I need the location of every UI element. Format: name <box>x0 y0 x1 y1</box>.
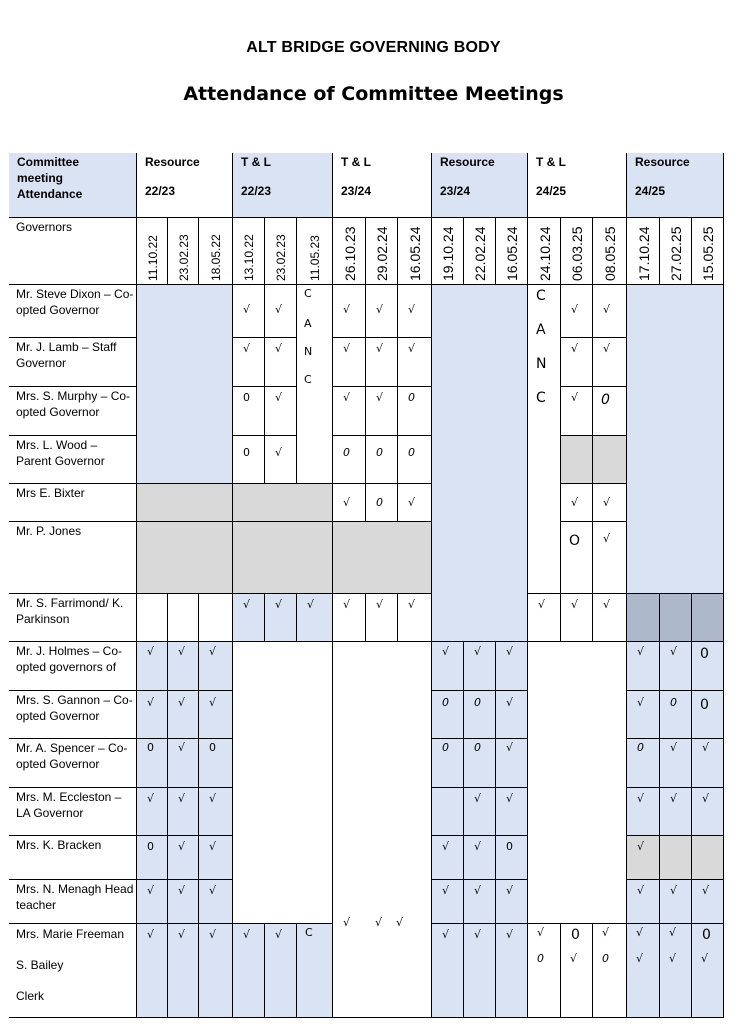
governor-name: Mrs. L. Wood – Parent Governor <box>16 438 105 468</box>
check-mark: √ <box>343 598 351 611</box>
empty-region <box>233 642 333 924</box>
absence-mark: 0 <box>637 741 644 754</box>
attendance-cell <box>593 924 627 1018</box>
governor-name: Mrs. S. Murphy – Co-opted Governor <box>16 389 131 419</box>
check-mark: √ <box>474 645 482 658</box>
attendance-cell <box>398 436 432 484</box>
absence-mark: 0 <box>376 446 383 459</box>
check-mark: √ <box>275 446 283 459</box>
check-mark: √ <box>376 598 384 611</box>
check-mark: √ <box>209 792 217 805</box>
check-mark: √ <box>243 342 251 355</box>
check-mark: √ <box>178 696 186 709</box>
check-mark: √ <box>275 303 283 316</box>
check-mark: √ <box>408 342 416 355</box>
check-mark: √ <box>474 792 482 805</box>
shaded-region <box>627 285 724 594</box>
shaded-region <box>137 484 233 522</box>
attendance-cell <box>627 924 660 1018</box>
group-year: 23/24 <box>440 184 471 198</box>
absence-mark: 0 <box>243 446 250 459</box>
check-mark: √ <box>343 303 351 316</box>
check-mark: √ <box>670 792 678 805</box>
governor-name: Mrs. S. Gannon – Co-opted Governor <box>16 693 133 723</box>
check-mark: √ <box>506 645 514 658</box>
check-mark: √ <box>243 598 251 611</box>
shaded-region <box>233 484 333 522</box>
date-label: 18.05.22 <box>209 234 223 281</box>
cancelled-letter: N <box>304 345 313 358</box>
check-mark: √ <box>571 598 579 611</box>
check-mark: √ <box>474 884 482 897</box>
date-label: 27.02.25 <box>668 226 684 281</box>
shaded-region <box>432 285 528 642</box>
check-mark: √ <box>603 496 611 509</box>
cancelled-column <box>297 285 333 484</box>
governor-name-cell <box>9 880 137 924</box>
governor-name-line: S. Bailey <box>16 958 64 972</box>
check-mark: √ <box>506 928 514 941</box>
governor-name-cell <box>9 836 137 880</box>
date-label: 19.10.24 <box>440 226 456 281</box>
group-year: 23/24 <box>341 184 372 198</box>
check-mark: √ <box>178 645 186 658</box>
governor-name: Mr. S. Farrimond/ K. Parkinson <box>16 596 124 626</box>
shaded-region <box>137 285 233 484</box>
governors-label-cell <box>9 218 137 285</box>
check-mark: √ <box>637 884 645 897</box>
empty-region <box>333 642 432 1018</box>
group-header-1 <box>233 153 333 218</box>
check-mark: √ <box>603 342 611 355</box>
shaded-region <box>333 522 432 594</box>
check-mark: √ <box>147 645 155 658</box>
attendance-cell <box>593 387 627 436</box>
attendance-cell <box>561 436 593 484</box>
governor-name-cell <box>9 642 137 691</box>
attendance-cell <box>660 594 692 642</box>
check-mark: √ <box>209 840 217 853</box>
group-name: T & L <box>341 155 371 169</box>
date-label: 11.10.22 <box>145 235 160 281</box>
group-year: 22/23 <box>241 184 272 198</box>
check-mark: √ <box>178 884 186 897</box>
check-mark: √ <box>670 645 678 658</box>
check-mark: √ <box>307 598 315 611</box>
group-header-4 <box>528 153 627 218</box>
check-mark: √ <box>506 884 514 897</box>
date-label: 29.02.24 <box>374 226 390 281</box>
check-mark: √ <box>396 916 404 929</box>
check-mark: √ <box>637 696 645 709</box>
absence-mark: 0 <box>442 741 449 754</box>
check-mark: √ <box>603 598 611 611</box>
absence-mark: 0 <box>147 741 154 754</box>
governor-name-line: Mrs. Marie Freeman <box>16 927 125 941</box>
check-mark: √ <box>537 926 545 939</box>
shaded-region <box>137 522 233 594</box>
governor-name-cell <box>9 387 137 436</box>
attendance-cell <box>333 436 366 484</box>
absence-mark: 0 <box>700 697 709 713</box>
group-name: Resource <box>440 155 495 169</box>
check-mark: √ <box>275 391 283 404</box>
check-mark: √ <box>147 884 155 897</box>
check-mark: √ <box>343 391 351 404</box>
governor-name: Mr. A. Spencer – Co-opted Governor <box>16 741 128 771</box>
check-mark: √ <box>275 928 283 941</box>
date-label: 17.10.24 <box>635 226 652 281</box>
check-mark: √ <box>670 884 678 897</box>
governor-name: Mrs E. Bixter <box>16 486 85 500</box>
attendance-cell <box>692 836 724 880</box>
cancelled-letter: C <box>536 288 546 304</box>
check-mark: √ <box>243 928 251 941</box>
check-mark: √ <box>506 741 514 754</box>
group-header-5 <box>627 153 724 218</box>
governor-name-cell <box>9 285 137 338</box>
check-mark: √ <box>442 645 450 658</box>
group-year: 24/25 <box>536 184 567 198</box>
check-mark: √ <box>376 303 384 316</box>
check-mark: √ <box>147 792 155 805</box>
check-mark: √ <box>442 840 450 853</box>
absence-mark: 0 <box>702 927 711 943</box>
governor-name-cell <box>9 924 137 1018</box>
attendance-cell <box>432 788 464 836</box>
group-year: 24/25 <box>635 184 666 198</box>
cancelled-letter: A <box>304 317 312 330</box>
check-mark: √ <box>408 496 416 509</box>
governor-name-cell <box>9 484 137 522</box>
date-label: 11.05.23 <box>308 235 322 281</box>
check-mark: √ <box>408 303 416 316</box>
check-mark: √ <box>571 342 579 355</box>
check-mark: √ <box>637 840 645 853</box>
attendance-cell <box>398 387 432 436</box>
governor-name: Mr. J. Lamb – Staff Governor <box>16 340 117 370</box>
document-subtitle: Attendance of Committee Meetings <box>183 83 564 105</box>
check-mark: √ <box>702 884 710 897</box>
check-mark: √ <box>147 696 155 709</box>
check-mark: √ <box>275 342 283 355</box>
check-mark: √ <box>343 916 351 929</box>
absence-mark: 0 <box>571 927 580 943</box>
check-mark: √ <box>178 741 186 754</box>
check-mark: √ <box>343 496 351 509</box>
group-name: Resource <box>145 155 200 169</box>
group-name: T & L <box>536 155 566 169</box>
attendance-cell <box>528 924 561 1018</box>
absence-mark: 0 <box>243 391 250 404</box>
date-label: 16.05.24 <box>504 226 520 281</box>
check-mark: √ <box>602 926 610 939</box>
absence-mark: 0 <box>408 391 415 404</box>
check-mark: √ <box>637 645 645 658</box>
group-name: T & L <box>241 155 271 169</box>
governor-name: Mr. J. Holmes – Co-opted governors of <box>16 644 123 674</box>
absence-mark: 0 <box>376 496 383 509</box>
header-label-cell <box>9 153 137 218</box>
attendance-cell <box>593 436 627 484</box>
check-mark: √ <box>670 741 678 754</box>
attendance-cell <box>366 436 398 484</box>
date-label: 26.10.23 <box>341 226 358 281</box>
check-mark: √ <box>538 598 546 611</box>
attendance-cell <box>265 436 297 484</box>
absence-mark: 0 <box>343 446 350 459</box>
governor-name-cell <box>9 788 137 836</box>
check-mark: √ <box>376 391 384 404</box>
attendance-cell <box>137 594 168 642</box>
governor-name: Mrs. M. Eccleston – LA Governor <box>16 790 122 820</box>
date-label: 23.02.23 <box>274 234 288 281</box>
group-header-3 <box>432 153 528 218</box>
shaded-region <box>233 522 333 594</box>
governor-name-cell <box>9 594 137 642</box>
governor-name: Mrs. N. Menagh Head teacher <box>16 882 134 912</box>
check-mark: √ <box>209 696 217 709</box>
group-header-2 <box>333 153 432 218</box>
document-title: ALT BRIDGE GOVERNING BODY <box>246 39 501 56</box>
governor-name: Mrs. K. Bracken <box>16 838 102 852</box>
check-mark: √ <box>442 928 450 941</box>
absence-mark: 0 <box>474 696 481 709</box>
check-mark: √ <box>178 928 186 941</box>
group-name: Resource <box>635 155 690 169</box>
governor-name: Mr. Steve Dixon – Co-opted Governor <box>16 287 134 317</box>
governor-name-cell <box>9 739 137 788</box>
check-mark: √ <box>209 928 217 941</box>
check-mark: √ <box>275 598 283 611</box>
attendance-cell <box>199 739 233 788</box>
group-header-0 <box>137 153 233 218</box>
check-mark: √ <box>571 303 579 316</box>
date-label: 22.02.24 <box>472 226 488 281</box>
check-mark: √ <box>474 928 482 941</box>
absence-mark: 0 <box>670 696 677 709</box>
attendance-cell <box>297 594 333 642</box>
attendance-cell <box>168 594 199 642</box>
check-mark: √ <box>506 792 514 805</box>
check-mark: √ <box>702 741 710 754</box>
governor-name-cell <box>9 691 137 739</box>
attendance-cell <box>297 924 333 1018</box>
check-mark: √ <box>603 532 611 545</box>
cancelled-letter: C <box>305 926 313 939</box>
attendance-cell <box>627 594 660 642</box>
check-mark: √ <box>636 926 644 939</box>
check-mark: √ <box>408 598 416 611</box>
attendance-cell <box>692 594 724 642</box>
check-mark: √ <box>343 342 351 355</box>
date-label: 24.10.24 <box>536 226 553 281</box>
check-mark: √ <box>571 391 579 404</box>
governors-label: Governors <box>16 220 73 234</box>
date-label: 16.05.24 <box>407 226 423 281</box>
absence-mark: 0 <box>537 952 544 965</box>
check-mark: √ <box>669 952 677 965</box>
attendance-cell <box>660 836 692 880</box>
governor-name-line: Clerk <box>16 989 45 1003</box>
check-mark: √ <box>147 928 155 941</box>
header-label: Committee meeting Attendance <box>17 155 83 201</box>
date-label: 23.02.23 <box>176 234 191 281</box>
absence-mark: 0 <box>408 446 415 459</box>
absence-mark: 0 <box>474 741 481 754</box>
absence-mark: 0 <box>147 840 154 853</box>
cancelled-letter: A <box>536 322 546 338</box>
check-mark: √ <box>701 952 709 965</box>
cancelled-letter: C <box>304 373 312 386</box>
date-label: 15.05.25 <box>700 226 716 281</box>
absence-mark: 0 <box>506 840 513 853</box>
absence-mark: 0 <box>442 696 449 709</box>
check-mark: √ <box>636 952 644 965</box>
absence-mark: 0 <box>209 741 216 754</box>
check-mark: √ <box>669 926 677 939</box>
attendance-cell <box>233 436 265 484</box>
attendance-cell <box>199 594 233 642</box>
empty-region <box>528 642 627 924</box>
governor-name-cell <box>9 338 137 387</box>
check-mark: √ <box>209 645 217 658</box>
date-label: 13.10.22 <box>242 234 256 281</box>
date-label: 06.03.25 <box>569 226 585 281</box>
cancelled-letter: C <box>304 287 312 300</box>
absence-mark: O <box>569 533 581 549</box>
check-mark: √ <box>474 840 482 853</box>
check-mark: √ <box>570 952 578 965</box>
check-mark: √ <box>178 792 186 805</box>
group-year: 22/23 <box>145 184 176 198</box>
absence-mark: 0 <box>601 392 610 408</box>
check-mark: √ <box>442 884 450 897</box>
absence-mark: 0 <box>700 646 709 662</box>
check-mark: √ <box>376 342 384 355</box>
governor-name: Mr. P. Jones <box>16 524 82 538</box>
check-mark: √ <box>506 696 514 709</box>
cancelled-letter: N <box>536 356 547 372</box>
check-mark: √ <box>209 884 217 897</box>
check-mark: √ <box>571 496 579 509</box>
check-mark: √ <box>178 840 186 853</box>
check-mark: √ <box>637 792 645 805</box>
governor-name-cell <box>9 436 137 484</box>
date-label: 08.05.25 <box>602 226 618 281</box>
check-mark: √ <box>603 303 611 316</box>
governor-name-cell <box>9 522 137 594</box>
check-mark: √ <box>375 916 383 929</box>
check-mark: √ <box>702 792 710 805</box>
cancelled-letter: C <box>536 390 546 406</box>
absence-mark: 0 <box>602 952 609 965</box>
check-mark: √ <box>243 303 251 316</box>
